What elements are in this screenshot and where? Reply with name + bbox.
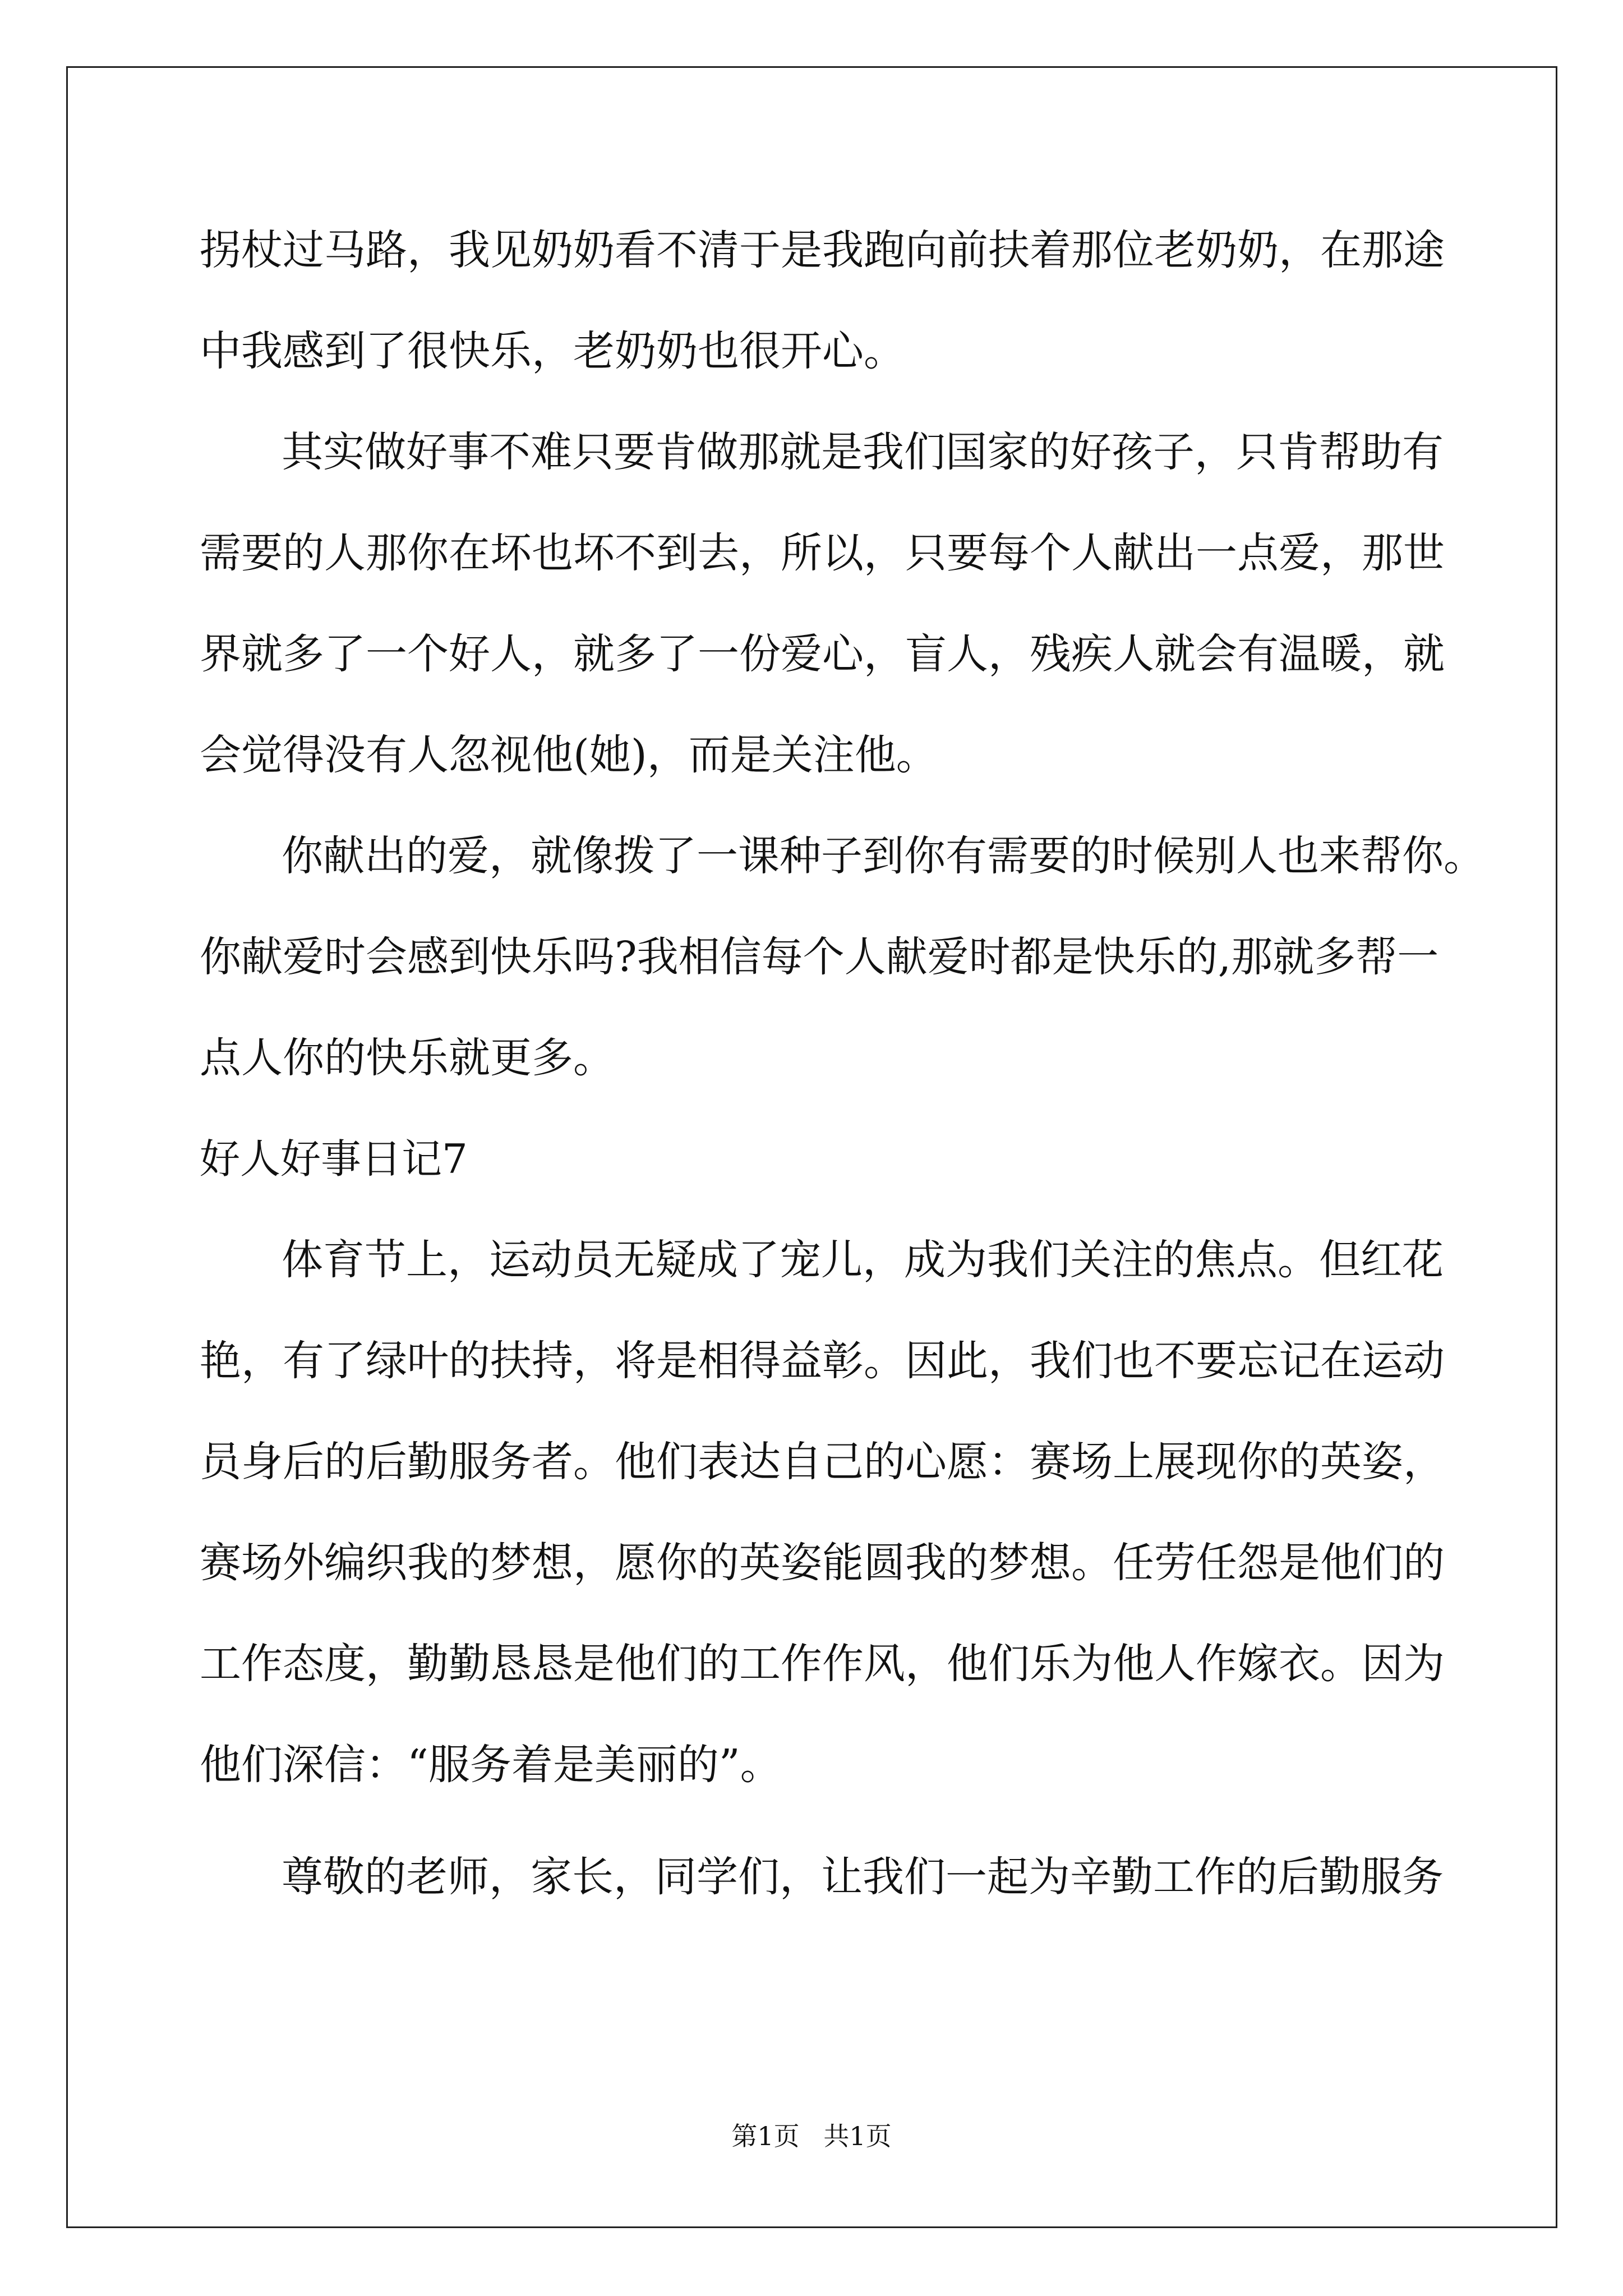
text-line: 界就多了一个好人，就多了一份爱心，盲人，残疾人就会有温暖，就: [200, 630, 1445, 678]
text-line: 需要的人那你在坏也坏不到去，所以，只要每个人献出一点爱，那世: [200, 529, 1445, 577]
text-line: 赛场外编织我的梦想，愿你的英姿能圆我的梦想。任劳任怨是他们的: [200, 1539, 1445, 1587]
text-line: 体育节上，运动员无疑成了宠儿，成为我们关注的焦点。但红花: [282, 1236, 1444, 1284]
text-line: 拐杖过马路，我见奶奶看不清于是我跑向前扶着那位老奶奶，在那途: [200, 226, 1445, 274]
text-line: 其实做好事不难只要肯做那就是我们国家的好孩子，只肯帮助有: [282, 428, 1444, 476]
text-line: 员身后的后勤服务者。他们表达自己的心愿：赛场上展现你的英姿，: [200, 1438, 1445, 1486]
text-line: 工作态度，勤勤恳恳是他们的工作作风，他们乐为他人作嫁衣。因为: [200, 1640, 1445, 1688]
text-line: 会觉得没有人忽视他(她)，而是关注他。: [200, 731, 938, 779]
page-total: 共1页: [823, 2121, 892, 2151]
text-line: 中我感到了很快乐，老奶奶也很开心。: [200, 327, 905, 375]
text-line: 尊敬的老师，家长，同学们，让我们一起为辛勤工作的后勤服务: [282, 1853, 1444, 1901]
text-line: 他们深信：“服务着是美丽的”。: [200, 1741, 782, 1789]
text-line: 点人你的快乐就更多。: [200, 1034, 615, 1082]
page-footer: [0, 2120, 1623, 2152]
section-heading: 好人好事日记7: [200, 1135, 468, 1182]
text-line: 艳，有了绿叶的扶持，将是相得益彰。因此，我们也不要忘记在运动: [200, 1337, 1445, 1385]
text-line: 你献爱时会感到快乐吗?我相信每个人献爱时都是快乐的,那就多帮一: [200, 933, 1439, 981]
text-line: 你献出的爱，就像拨了一课种子到你有需要的时候别人也来帮你。: [282, 832, 1485, 880]
page-number: 第1页: [731, 2121, 800, 2151]
